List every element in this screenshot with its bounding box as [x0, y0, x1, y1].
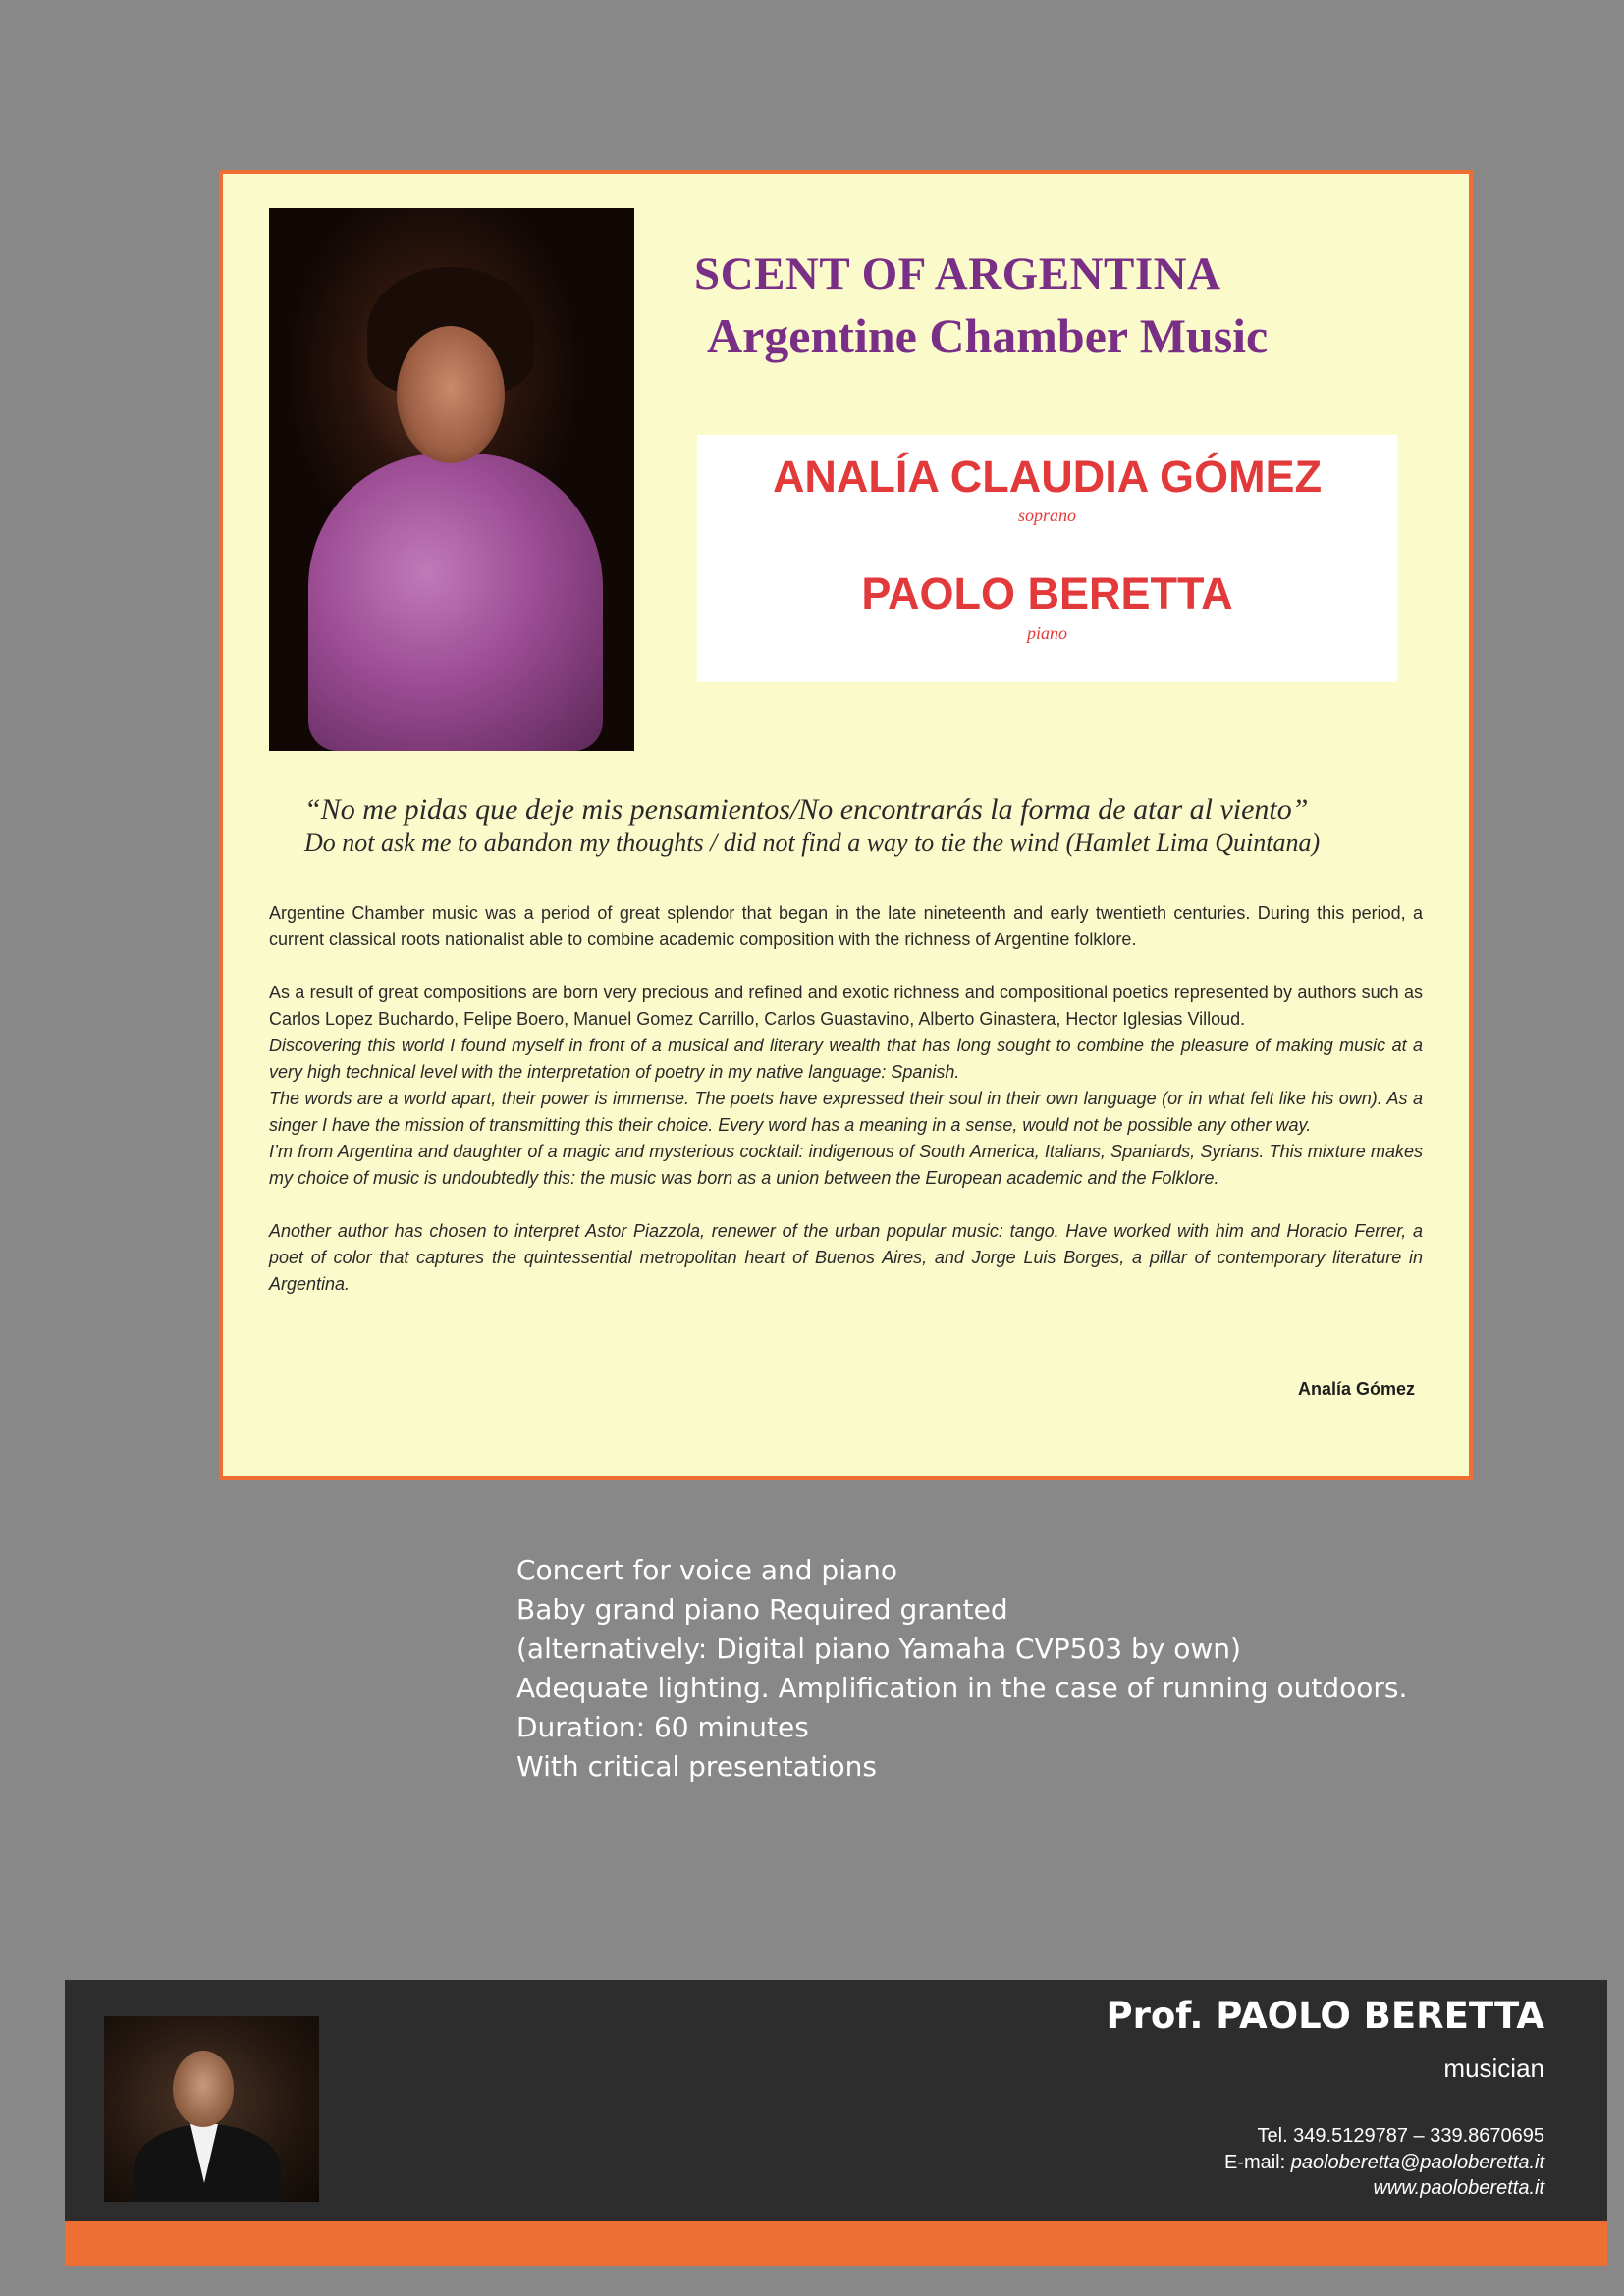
concert-title: SCENT OF ARGENTINA	[694, 248, 1221, 299]
concert-specs-list	[516, 1551, 1407, 1787]
concert-flyer-card	[219, 170, 1473, 1480]
performers-box	[697, 435, 1397, 682]
spec-item: Adequate lighting. Amplification in the case of running outdoors.	[516, 1672, 1408, 1704]
spec-item: Baby grand piano Required granted	[516, 1593, 1008, 1626]
quote-english: Do not ask me to abandon my thoughts / did not find a way to tie the wind (Hamlet Lima Quintana)	[304, 828, 1321, 857]
spec-item: Duration: 60 minutes	[516, 1711, 809, 1743]
contact-email-line	[1224, 2152, 1544, 2174]
paragraph-discovery: Discovering this world I found myself in front of a musical and literary wealth that has long sought to combine the pleasure of making music at a very high technical level with the interpretation of poetry in my native language: Spanish.	[269, 1036, 1423, 1082]
contact-role: musician	[1443, 2054, 1544, 2083]
website-link[interactable]: www.paoloberetta.it	[1373, 2177, 1544, 2199]
contact-name: Prof. PAOLO BERETTA	[1106, 1995, 1544, 2037]
paragraph-history: Argentine Chamber music was a period of great splendor that began in the late nineteenth and early twentieth centuries. During this period, a current classical roots nationalist able to combine academic composition with the richness of Argentine folklore.	[269, 903, 1423, 949]
contact-phone: Tel. 349.5129787 – 339.8670695	[1257, 2125, 1544, 2147]
spec-item: (alternatively: Digital piano Yamaha CVP503 by own)	[516, 1632, 1241, 1665]
paragraph-piazzolla: Another author has chosen to interpret Astor Piazzola, renewer of the urban popular music: tango. Have worked with him and Horacio Ferrer, a poet of color that captures the quintessential metropolitan heart of Buenos Aires, and Jorge Luis Borges, a pillar of contemporary literature in Argentina.	[269, 1221, 1423, 1294]
email-link[interactable]: paoloberetta@paoloberetta.it	[1290, 2152, 1544, 2173]
photo-head-shape	[173, 2051, 234, 2127]
performer-name-pianist: PAOLO BERETTA	[861, 568, 1233, 618]
paragraph-composers: As a result of great compositions are born very precious and refined and exotic richness and compositional poetics represented by authors such as Carlos Lopez Buchardo, Felipe Boero, Manuel Gomez Carrillo, Carlos Guastavino, Alberto Ginastera, Hector Iglesias Villoud.	[269, 983, 1423, 1029]
concert-subtitle: Argentine Chamber Music	[707, 308, 1269, 363]
pianist-photo	[104, 2016, 319, 2202]
performer-role-soprano: soprano	[1017, 506, 1076, 525]
performer-name-soprano: ANALÍA CLAUDIA GÓMEZ	[772, 452, 1323, 502]
paragraph-origins: I’m from Argentina and daughter of a magic and mysterious cocktail: indigenous of South America, Italians, Spaniards, Syrians. This mixture makes my choice of music is undoubtedly this: the music was born as a union between the European academic and the Folklore.	[269, 1142, 1423, 1188]
contact-footer	[65, 1980, 1607, 2266]
quote-spanish: “No me pidas que deje mis pensamientos/No encontrarás la forma de atar al viento”	[304, 793, 1309, 826]
paragraph-words: The words are a world apart, their power is immense. The poets have expressed their soul in their own language (or in what felt like his own). As a singer I have the mission of transmitting this their choice. Every word has a meaning in a sense, would not be possible any other way.	[269, 1089, 1423, 1135]
description-text	[269, 900, 1423, 1298]
footer-orange-stripe	[65, 2221, 1607, 2266]
spec-item: With critical presentations	[516, 1750, 877, 1783]
soprano-photo	[269, 208, 634, 751]
photo-dress-shape	[308, 454, 603, 751]
spec-item: Concert for voice and piano	[516, 1554, 898, 1586]
photo-face-shape	[397, 326, 505, 463]
author-signature: Analía Gómez	[1297, 1379, 1415, 1399]
epigraph-quote	[304, 792, 1443, 859]
email-label: E-mail:	[1223, 2152, 1291, 2173]
performer-role-pianist: piano	[1026, 623, 1067, 643]
